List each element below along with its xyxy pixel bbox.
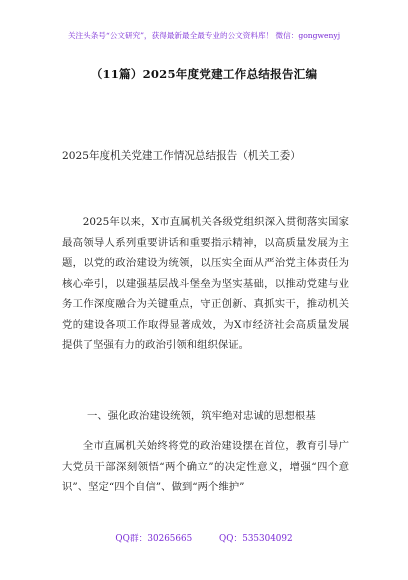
qq-number-text: QQ：535304092 [219,534,293,544]
qq-group-text: QQ群：30265665 [115,534,193,544]
promo-banner: 关注头条号“公文研究”，获得最新最全最专业的公文资料库！ 微信：gongwenyj [67,31,341,40]
contact-footer [0,531,408,544]
document-title: （11篇）2025年度党建工作总结报告汇编 [90,67,318,81]
report-subtitle: 2025年度机关党建工作情况总结报告（机关工委） [62,150,301,162]
section-heading-1: 一、强化政治建设统领，筑牢绝对忠诚的思想根基 [87,410,316,422]
section-paragraph: 全市直属机关始终将党的政治建设摆在首位，教育引导广大党员干部深刻领悟“两个确立”的决定性意义，增强“四个意识”、坚定“四个自信”、做到“两个维护” [62,440,349,493]
intro-paragraph: 2025年以来，X市直属机关各级党组织深入贯彻落实国家最高领导人系列重要讲话和重要指示精神，以高质量发展为主题，以党的政治建设为统领，以压实全面从严治党主体责任为核心牵引，以建强基层战斗堡垒为坚实基础，以推动党建与业务工作深度融合为关键重点，守正创新、真抓实干，推动机关党的建设各项工作取得显著成效，为X市经济社会高质量发展提供了坚强有力的政治引领和组织保证。 [62,216,349,351]
